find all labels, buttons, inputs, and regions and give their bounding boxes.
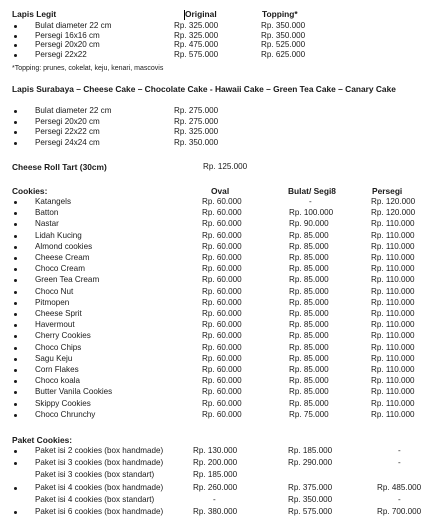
price-persegi: Rp. 110.000	[371, 387, 415, 397]
bullet-icon	[14, 391, 17, 394]
cookie-name: Havermout	[35, 320, 75, 330]
paket-price-c: -	[398, 458, 401, 468]
price-persegi: Rp. 110.000	[371, 320, 415, 330]
price-oval: Rp. 60.000	[202, 409, 242, 419]
paket-price-b: Rp. 290.000	[288, 458, 333, 468]
cookie-name: Pitmopen	[35, 297, 70, 307]
cheese-roll-title: Cheese Roll Tart (30cm)	[12, 162, 107, 172]
bullet-icon	[14, 110, 17, 113]
paket-price-a: Rp. 130.000	[193, 446, 238, 455]
price-bulat: Rp. 85.000	[289, 297, 329, 307]
bullet-icon	[14, 279, 17, 282]
price-original: Rp. 325.000	[174, 21, 219, 30]
price-persegi: Rp. 110.000	[371, 342, 415, 352]
item-price: Rp. 325.000	[174, 127, 219, 136]
price-bulat: Rp. 85.000	[289, 331, 329, 341]
price-persegi: Rp. 120.000	[371, 197, 416, 206]
price-bulat: Rp. 100.000	[289, 208, 334, 218]
paket-price-c: Rp. 485.000	[377, 482, 422, 492]
bullet-icon	[14, 335, 17, 338]
paket-price-b: Rp. 375.000	[288, 482, 333, 492]
price-oval: Rp. 60.000	[202, 253, 242, 262]
price-oval: Rp. 60.000	[202, 342, 242, 352]
cookie-name: Cherry Cookies	[35, 331, 91, 341]
bullet-icon	[14, 291, 17, 294]
bullet-icon	[14, 257, 17, 260]
paket-price-a: Rp. 260.000	[193, 482, 238, 492]
bullet-icon	[14, 235, 17, 238]
cookie-name: Almond cookies	[35, 241, 93, 251]
item-name: Bulat diameter 22 cm	[35, 106, 112, 115]
price-bulat: Rp. 85.000	[289, 365, 329, 374]
item-price: Rp. 350.000	[174, 137, 219, 147]
price-oval: Rp. 60.000	[202, 297, 242, 307]
paket-price-c: -	[398, 494, 401, 504]
cookie-name: Batton	[35, 208, 59, 218]
item-name: Bulat diameter 22 cm	[35, 21, 112, 30]
price-topping: Rp. 525.000	[261, 40, 306, 49]
bullet-icon	[14, 380, 17, 383]
bullet-icon	[14, 358, 17, 361]
price-bulat: Rp. 85.000	[289, 342, 329, 352]
text-cursor	[184, 10, 185, 20]
price-bulat: Rp. 85.000	[289, 253, 329, 262]
paket-price-c: Rp. 700.000	[377, 507, 422, 516]
bullet-icon	[14, 511, 17, 514]
price-persegi: Rp. 110.000	[371, 398, 415, 408]
price-oval: Rp. 60.000	[202, 264, 242, 274]
cookie-name: Cheese Cream	[35, 253, 90, 262]
column-header-bulat: Bulat/ Segi8	[288, 186, 336, 196]
price-bulat: -	[309, 197, 312, 206]
price-bulat: Rp. 85.000	[289, 309, 329, 318]
bullet-icon	[14, 44, 17, 47]
item-name: Persegi 22x22 cm	[35, 127, 100, 136]
paket-name: Paket isi 3 cookies (box handmade)	[35, 458, 164, 468]
cookie-name: Choco Chrunchy	[35, 409, 96, 419]
item-price: Rp. 275.000	[174, 106, 219, 115]
cookie-name: Skippy Cookies	[35, 398, 91, 408]
paket-name: Paket isi 4 cookies (box handmade)	[35, 482, 164, 492]
price-persegi: Rp. 110.000	[371, 409, 415, 419]
cookie-name: Green Tea Cream	[35, 275, 100, 285]
paket-price-a: Rp. 380.000	[193, 507, 238, 516]
paket-price-c: -	[398, 446, 401, 455]
paket-name: Paket isi 4 cookies (box standart)	[35, 494, 155, 504]
bullet-icon	[14, 54, 17, 57]
price-persegi: Rp. 120.000	[371, 208, 416, 218]
cheese-roll-price: Rp. 125.000	[203, 162, 248, 171]
price-persegi: Rp. 110.000	[371, 241, 415, 251]
price-bulat: Rp. 85.000	[289, 286, 329, 296]
cookie-name: Choco koala	[35, 376, 80, 386]
cookie-name: Nastar	[35, 219, 59, 229]
cookie-name: Choco Nut	[35, 286, 74, 296]
item-name: Persegi 16x16 cm	[35, 30, 100, 40]
paket-price-a: Rp. 185.000	[193, 470, 238, 480]
price-oval: Rp. 60.000	[202, 398, 242, 408]
column-header-original: Original	[185, 9, 217, 19]
price-persegi: Rp. 110.000	[371, 253, 415, 262]
item-name: Persegi 22x22	[35, 49, 87, 59]
paket-price-b: Rp. 575.000	[288, 507, 333, 516]
price-bulat: Rp. 75.000	[289, 409, 329, 419]
price-oval: Rp. 60.000	[202, 208, 242, 218]
price-bulat: Rp. 85.000	[289, 275, 329, 285]
price-bulat: Rp. 85.000	[289, 398, 329, 408]
price-oval: Rp. 60.000	[202, 353, 242, 363]
paket-price-a: Rp. 200.000	[193, 458, 238, 468]
cookie-name: Corn Flakes	[35, 365, 79, 374]
price-persegi: Rp. 110.000	[371, 275, 415, 285]
paket-price-a: -	[213, 494, 216, 504]
price-oval: Rp. 60.000	[202, 286, 242, 296]
item-name: Persegi 24x24 cm	[35, 137, 100, 147]
price-bulat: Rp. 85.000	[289, 230, 329, 240]
price-oval: Rp. 60.000	[202, 331, 242, 341]
paket-name: Paket isi 6 cookies (box handmade)	[35, 507, 164, 516]
bullet-icon	[14, 268, 17, 271]
bullet-icon	[14, 462, 17, 465]
section-title-paket: Paket Cookies:	[12, 435, 73, 445]
bullet-icon	[14, 450, 17, 453]
paket-price-b: Rp. 185.000	[288, 446, 333, 455]
price-persegi: Rp. 110.000	[371, 376, 415, 386]
price-persegi: Rp. 110.000	[371, 309, 415, 318]
price-oval: Rp. 60.000	[202, 376, 242, 386]
bullet-icon	[14, 414, 17, 417]
price-oval: Rp. 60.000	[202, 219, 242, 229]
cookie-name: Cheese Sprit	[35, 309, 82, 318]
price-persegi: Rp. 110.000	[371, 297, 415, 307]
bullet-icon	[14, 313, 17, 316]
bullet-icon	[14, 369, 17, 372]
price-persegi: Rp. 110.000	[371, 353, 415, 363]
topping-note: *Topping: prunes, cokelat, keju, kenari, mascovis	[12, 65, 164, 72]
section-title-lapis-surabaya: Lapis Surabaya – Cheese Cake – Chocolate Cake - Hawaii Cake – Green Tea Cake – Canary Cake	[12, 84, 396, 94]
bullet-icon	[14, 302, 17, 305]
bullet-icon	[14, 131, 17, 134]
price-oval: Rp. 60.000	[202, 275, 242, 285]
cookie-name: Katangels	[35, 197, 71, 206]
bullet-icon	[14, 142, 17, 145]
price-persegi: Rp. 110.000	[371, 286, 415, 296]
price-bulat: Rp. 85.000	[289, 264, 329, 274]
price-topping: Rp. 350.000	[261, 21, 306, 30]
paket-name: Paket isi 2 cookies (box handmade)	[35, 446, 164, 455]
bullet-icon	[14, 35, 17, 38]
price-persegi: Rp. 110.000	[371, 219, 415, 229]
bullet-icon	[14, 324, 17, 327]
cookie-name: Butter Vanila Cookies	[35, 387, 113, 397]
price-oval: Rp. 60.000	[202, 387, 242, 397]
bullet-icon	[14, 347, 17, 350]
price-oval: Rp. 60.000	[202, 320, 242, 330]
paket-price-b: Rp. 350.000	[288, 494, 333, 504]
cookie-name: Choco Chips	[35, 342, 82, 352]
paket-name: Paket isi 3 cookies (box standart)	[35, 470, 155, 480]
price-bulat: Rp. 85.000	[289, 241, 329, 251]
price-oval: Rp. 60.000	[202, 197, 242, 206]
bullet-icon	[14, 201, 17, 204]
bullet-icon	[14, 223, 17, 226]
bullet-icon	[14, 246, 17, 249]
price-bulat: Rp. 85.000	[289, 320, 329, 330]
price-persegi: Rp. 110.000	[371, 365, 415, 374]
bullet-icon	[14, 487, 17, 490]
price-original: Rp. 475.000	[174, 40, 219, 49]
price-topping: Rp. 350.000	[261, 30, 306, 40]
price-bulat: Rp. 90.000	[289, 219, 329, 229]
column-header-persegi: Persegi	[372, 186, 403, 196]
price-original: Rp. 325.000	[174, 30, 219, 40]
price-topping: Rp. 625.000	[261, 49, 306, 59]
price-oval: Rp. 60.000	[202, 230, 242, 240]
column-header-oval: Oval	[211, 186, 230, 196]
cookie-name: Lidah Kucing	[35, 230, 82, 240]
cookie-name: Sagu Keju	[35, 353, 73, 363]
price-bulat: Rp. 85.000	[289, 353, 329, 363]
bullet-icon	[14, 212, 17, 215]
price-original: Rp. 575.000	[174, 49, 219, 59]
price-persegi: Rp. 110.000	[371, 264, 415, 274]
item-name: Persegi 20x20 cm	[35, 116, 100, 126]
price-oval: Rp. 60.000	[202, 309, 242, 318]
cookie-name: Choco Cream	[35, 264, 85, 274]
bullet-icon	[14, 121, 17, 124]
bullet-icon	[14, 25, 17, 28]
item-name: Persegi 20x20 cm	[35, 40, 100, 49]
price-persegi: Rp. 110.000	[371, 230, 415, 240]
section-title-lapis-legit: Lapis Legit	[12, 9, 57, 19]
price-bulat: Rp. 85.000	[289, 376, 329, 386]
price-bulat: Rp. 85.000	[289, 387, 329, 397]
price-persegi: Rp. 110.000	[371, 331, 415, 341]
price-oval: Rp. 60.000	[202, 365, 242, 374]
bullet-icon	[14, 403, 17, 406]
item-price: Rp. 275.000	[174, 116, 219, 126]
column-header-topping: Topping*	[262, 9, 298, 19]
section-title-cookies: Cookies:	[12, 186, 48, 196]
price-oval: Rp. 60.000	[202, 241, 242, 251]
